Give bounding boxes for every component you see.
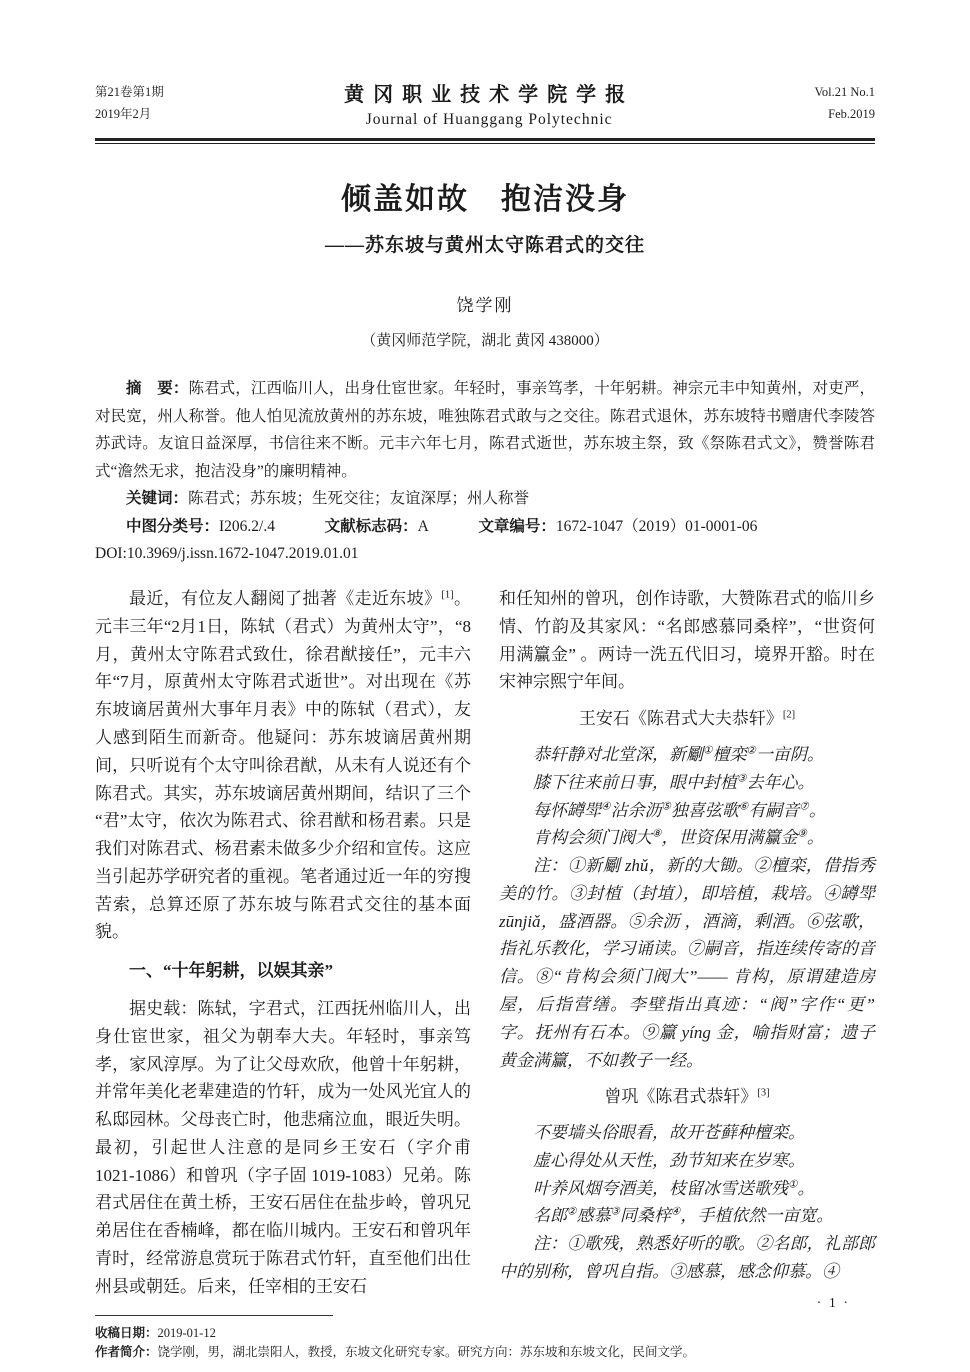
paragraph-1 — [95, 585, 471, 946]
doc-code-label: 文献标志码： — [324, 517, 418, 535]
doi: DOI:10.3969/j.issn.1672-1047.2019.01.01 — [95, 545, 359, 563]
poem-2-title: 曾巩《陈君式恭轩》 — [604, 1087, 758, 1107]
article-title: 倾盖如故 抱洁没身 — [341, 183, 629, 216]
footer-info — [95, 1324, 875, 1363]
bio-label: 作者简介： — [95, 1344, 158, 1359]
footnote-ref-3: [3] — [757, 1087, 770, 1099]
volume-number: Vol.21 No.1 — [814, 85, 875, 100]
poem-2-note: 注：①歌残，熟悉好听的歌。②名郎，礼部郎中的别称，曾巩自指。③感慕，感念仰慕。④ — [499, 1234, 875, 1282]
volume-info — [814, 82, 875, 125]
poem-2-line-2: 虚心得处从天性，劲节知来在岁寒。 — [533, 1150, 805, 1170]
section-1-heading: 一、“十年躬耕，以娱其亲” — [129, 961, 333, 981]
received-label: 收稿日期： — [95, 1325, 158, 1340]
poem-1-heading — [499, 705, 875, 733]
paragraph-1-cont: 。元丰三年“2月1日，陈轼（君式）为黄州太守”，“8月，黄州太守陈君式致仕，徐君猷接任”，元丰六年“7月，原黄州太守陈君式逝世”。对出现在《苏东坡谪居黄州大事年月表》中的陈轼（君式），友人感到陌生而新奇。他疑问：苏东坡谪居黄州期间，只听说有个太守叫徐君猷，从未有人说还有个陈君式。其实，苏东坡谪居黄州期间，结识了三个“君”太守，依次为陈君式、徐君猷和杨君素。只是我们对陈君式、杨君素未做多少介绍和宣传。这应当引起苏学研究者的重视。笔者通过近一年的穷搜苦索，总算还原了苏东坡与陈君式交往的基本面貌。 — [95, 589, 472, 942]
received-value: 2019-01-12 — [157, 1325, 216, 1340]
issue-info — [95, 82, 164, 125]
keywords-text: 陈君式；苏东坡；生死交往；友谊深厚；州人称誉 — [188, 490, 530, 508]
classification-line — [95, 513, 875, 541]
footnote-ref-2: [2] — [782, 709, 796, 721]
article-subtitle: ——苏东坡与黄州太守陈君式的交往 — [324, 235, 645, 256]
poem-1-line-1: 恭轩静对北堂深，新劚①檀栾②一亩阴。 — [533, 744, 824, 764]
article-id-label: 文章编号： — [478, 517, 556, 535]
poem-2-heading — [499, 1083, 875, 1111]
header-divider — [95, 138, 875, 144]
paragraph-1-text: 最近，有位友人翻阅了拙著《走近东坡》 — [129, 589, 442, 609]
article-meta — [95, 375, 875, 568]
article-author: 饶学刚 — [456, 296, 514, 315]
poem-2-line-1: 不要墙头俗眼看，故开苍藓种檀栾。 — [533, 1123, 805, 1143]
issue-date: 2019年2月 — [95, 106, 152, 121]
journal-title-cn: 黄冈职业技术学院学报 — [344, 84, 635, 106]
received-date-line — [95, 1324, 875, 1343]
poem-1-line-3: 每怀罇斝④沾余沥⑤独喜弦歌⑥有嗣音⑦。 — [533, 800, 826, 820]
journal-header — [95, 78, 875, 129]
abstract-text: 陈君式，江西临川人，出身仕宦世家。年轻时，事亲笃孝，十年躬耕。神宗元丰中知黄州，对吏严，对民宽，州人称誉。他人怕见流放黄州的苏东坡，唯独陈君式敢与之交往。陈君式退休，苏东坡特书赠唐代李陵答苏武诗。友谊日益深厚，书信往来不断。元丰六年七月，陈君式逝世，苏东坡主祭，致《祭陈君式文》，赞誉陈君式“澹然无求，抱洁没身”的廉明精神。 — [95, 380, 875, 480]
volume-date: Feb.2019 — [828, 106, 875, 121]
author-bio-line — [95, 1343, 875, 1362]
abstract — [95, 375, 875, 485]
abstract-label: 摘 要： — [126, 380, 189, 397]
article-body — [95, 585, 875, 1301]
poem-1-line-4: 肯构会须门阀大⑧，世资保用满籯金⑨。 — [533, 828, 824, 848]
clc-label: 中图分类号： — [126, 517, 220, 535]
keywords-label: 关键词： — [126, 490, 189, 508]
page-number: · 1 · — [816, 1296, 850, 1311]
journal-title-block — [344, 78, 634, 129]
poem-2-line-4: 名郎②感慕③同桑梓④，手植依然一亩宽。 — [533, 1206, 834, 1226]
paragraph-2: 据史载：陈轼，字君式，江西抚州临川人，出身仕宦世家，祖父为朝奉大夫。年轻时，事亲笃孝，家风淳厚。为了让父母欢欣，他曾十年躬耕，并常年美化老辈建造的竹轩，成为一处风光宜人的私邸园林。父母丧亡时，他悲痛泣血，眼近失明。最初，引起世人注意的是同乡王安石（字介甫 1021-1086）和曾巩（字子固 1019-1083）兄弟。陈君式居住在黄土桥，王安石居住在盐步岭，曾巩兄弟居住在香楠峰，都在临川城内。王安石和曾巩年青时，经常游息赏玩于陈君式竹轩，直至他们出仕州县或朝廷。后来，任宰相的王安石 — [95, 998, 471, 1296]
clc-value: I206.2/.4 — [219, 517, 275, 535]
keywords — [95, 485, 875, 513]
poem-1-line-2: 膝下往来前日事，眼中封植③去年心。 — [533, 772, 815, 792]
article-affiliation: （黄冈师范学院，湖北 黄冈 438000） — [361, 333, 609, 349]
right-column — [499, 585, 875, 1301]
footnote-ref-1: [1] — [441, 589, 454, 601]
left-column — [95, 585, 471, 1301]
issue-volume: 第21卷第1期 — [95, 85, 164, 100]
journal-title-en: Journal of Huanggang Polytechnic — [365, 111, 613, 128]
poem-1-title: 王安石《陈君式大夫恭轩》 — [578, 709, 783, 729]
bio-value: 饶学刚，男，湖北崇阳人，教授，东坡文化研究专家。研究方向：苏东坡和东坡文化，民间文学。 — [157, 1344, 696, 1359]
poem-1-note: 注：①新劚 zhǔ，新的大锄。②檀栾，借指秀美的竹。③封植（封埴），即培植，栽培。④罇斝 zūnjiǎ，盛酒器。⑤余沥 ，酒滴，剩酒。⑥弦歌，指礼乐教化，学习诵读。⑦嗣音，指连续传寄的音信。⑧“肯构会须门阀大”—— 肯构，原谓建造房屋，后指营缮。李壁指出真迹：“阀”字作“更”字。抚州有石本。⑨籯 yíng 金，喻指财富；遗子黄金满籯，不如教子一经。 — [499, 856, 875, 1070]
paragraph-3: 和任知州的曾巩，创作诗歌，大赞陈君式的临川乡情、竹韵及其家风：“名郎感慕同桑梓”，“世资何用满籯金” 。两诗一洗五代旧习，境界开豁。时在宋神宗熙宁年间。 — [499, 589, 875, 692]
footnote-divider — [95, 1315, 333, 1316]
poem-2-line-3: 叶养风烟夸酒美，枝留冰雪送歌残①。 — [533, 1178, 815, 1198]
poem-2 — [499, 1119, 875, 1230]
article-id-value: 1672-1047（2019）01-0001-06 — [555, 517, 758, 535]
poem-1 — [499, 741, 875, 852]
doc-code-value: A — [417, 517, 429, 535]
